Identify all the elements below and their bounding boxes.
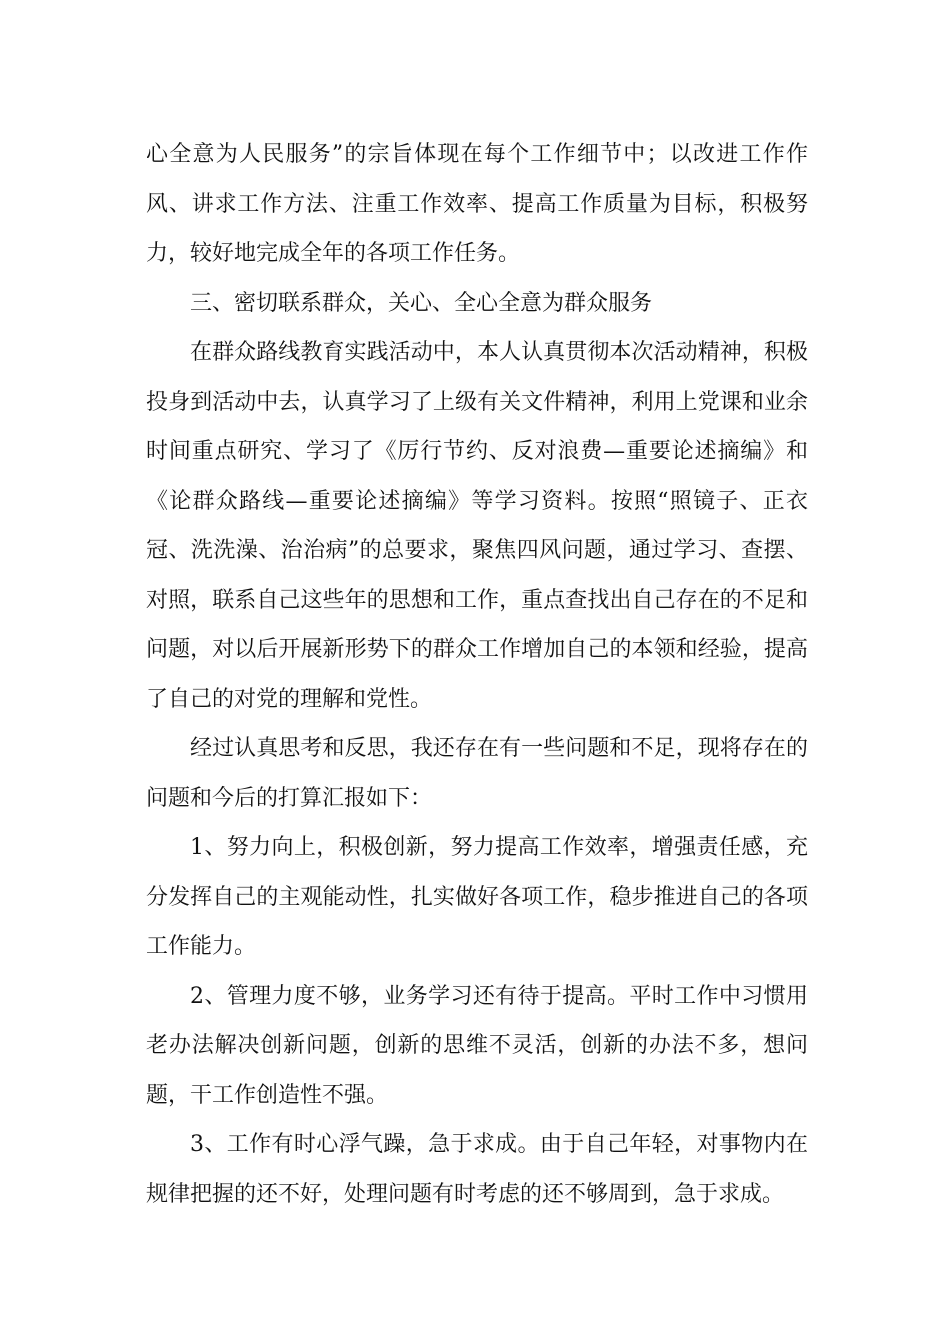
document-body (146, 130, 808, 1219)
list-item-3: 3、工作有时心浮气躁，急于求成。由于自己年轻，对事物内在规律把握的还不好，处理问题有时考虑的还不够周到，急于求成。 (146, 1132, 808, 1207)
list-item-2: 2、管理力度不够，业务学习还有待于提高。平时工作中习惯用老办法解决创新问题，创新的思维不灵活，创新的办法不多，想问题，干工作创造性不强。 (146, 983, 808, 1108)
paragraph-mass-line-activity: 在群众路线教育实践活动中，本人认真贯彻本次活动精神，积极投身到活动中去，认真学习了上级有关文件精神，利用上党课和业余时间重点研究、学习了《厉行节约、反对浪费—重要论述摘编》和《论群众路线—重要论述摘编》等学习资料。按照“照镜子、正衣冠、洗洗澡、治治病”的总要求，聚焦四风问题，通过学习、查摆、对照，联系自己这些年的思想和工作，重点查找出自己存在的不足和问题，对以后开展新形势下的群众工作增加自己的本领和经验，提高了自己的对党的理解和党性。 (146, 340, 808, 712)
list-item-1: 1、努力向上，积极创新，努力提高工作效率，增强责任感，充分发挥自己的主观能动性，扎实做好各项工作，稳步推进自己的各项工作能力。 (146, 835, 808, 959)
section-heading-3: 三、密切联系群众，关心、全心全意为群众服务 (190, 290, 653, 316)
paragraph-continuation: 心全意为人民服务”的宗旨体现在每个工作细节中；以改进工作作风、讲求工作方法、注重工作效率、提高工作质量为目标，积极努力，较好地完成全年的各项工作任务。 (146, 142, 808, 266)
paragraph-reflection-intro: 经过认真思考和反思，我还存在有一些问题和不足，现将存在的问题和今后的打算汇报如下： (146, 736, 808, 811)
